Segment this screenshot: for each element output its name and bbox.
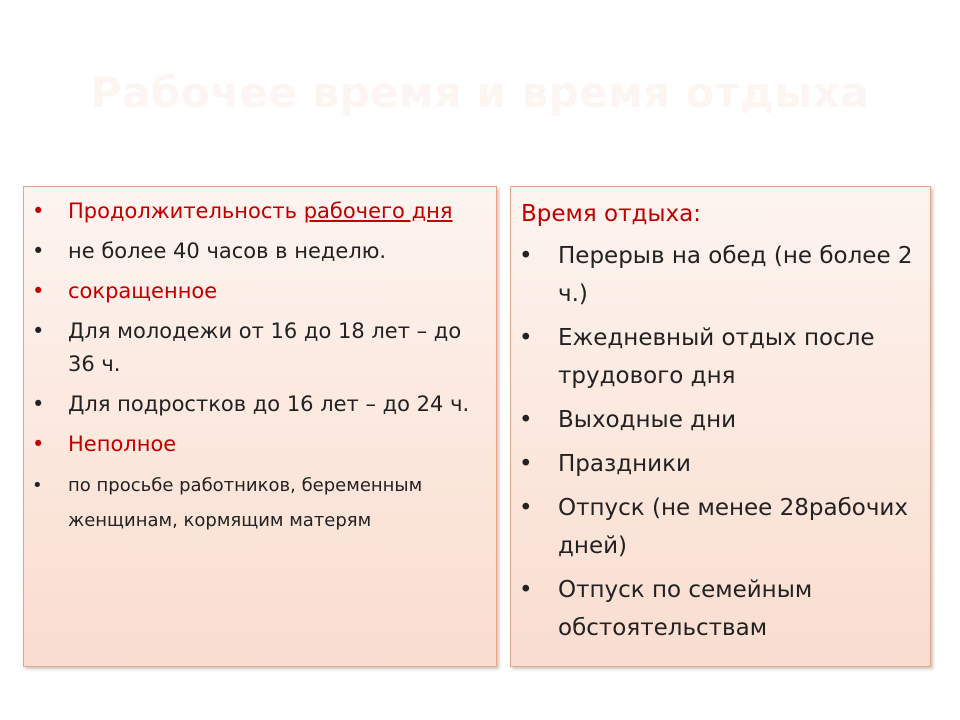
list-item-text: Неполное: [68, 432, 177, 456]
list-item-text: Выходные дни: [558, 407, 737, 433]
list-item: [32, 315, 490, 381]
rest-time-heading: Время отдыха:: [521, 201, 702, 227]
list-item: [32, 428, 490, 461]
list-item-text: по просьбе работников, беременным женщинам, кормящим матерям: [68, 475, 423, 531]
list-item-text: Продолжительность: [68, 199, 304, 223]
list-item: [519, 401, 924, 439]
list-item: [519, 445, 924, 483]
list-item-text-underlined: рабочего дня: [303, 199, 453, 223]
list-item: [519, 237, 924, 313]
right-bullet-list: [519, 237, 924, 653]
bullet-icon: •: [519, 577, 533, 603]
list-item-text: Перерыв на обед (не более 2 ч.): [558, 243, 913, 307]
list-item-text: Отпуск по семейным обстоятельствам: [558, 577, 813, 641]
bullet-icon: •: [519, 243, 533, 269]
left-panel-working-time: [23, 186, 497, 667]
bullet-icon: •: [32, 432, 45, 456]
bullet-icon: •: [32, 199, 45, 223]
list-item: [519, 571, 924, 647]
list-item: [32, 235, 490, 268]
list-item-text: Ежедневный отдых после трудового дня: [558, 325, 875, 389]
left-bullet-list: [32, 195, 490, 545]
list-item: [32, 388, 490, 421]
bullet-icon: •: [32, 392, 45, 416]
list-item: [32, 195, 490, 228]
bullet-icon: •: [519, 495, 533, 521]
right-panel-rest-time: [510, 186, 931, 667]
list-item: [32, 275, 490, 308]
bullet-icon: •: [32, 475, 43, 496]
list-item-text: Для молодежи от 16 до 18 лет – до 36 ч.: [68, 319, 462, 376]
bullet-icon: •: [519, 451, 533, 477]
bullet-icon: •: [519, 325, 533, 351]
bullet-icon: •: [32, 319, 45, 343]
list-item-text: сокращенное: [68, 279, 218, 303]
bullet-icon: •: [32, 279, 45, 303]
bullet-icon: •: [519, 407, 533, 433]
list-item-text: Праздники: [558, 451, 691, 477]
list-item-text: не более 40 часов в неделю.: [68, 239, 387, 263]
list-item-text: Для подростков до 16 лет – до 24 ч.: [68, 392, 470, 416]
bullet-icon: •: [32, 239, 45, 263]
list-item-text: Отпуск (не менее 28рабочих дней): [558, 495, 908, 559]
slide-title: Рабочее время и время отдыха: [90, 68, 870, 117]
list-item: [519, 489, 924, 565]
list-item: [32, 468, 490, 538]
list-item: [519, 319, 924, 395]
